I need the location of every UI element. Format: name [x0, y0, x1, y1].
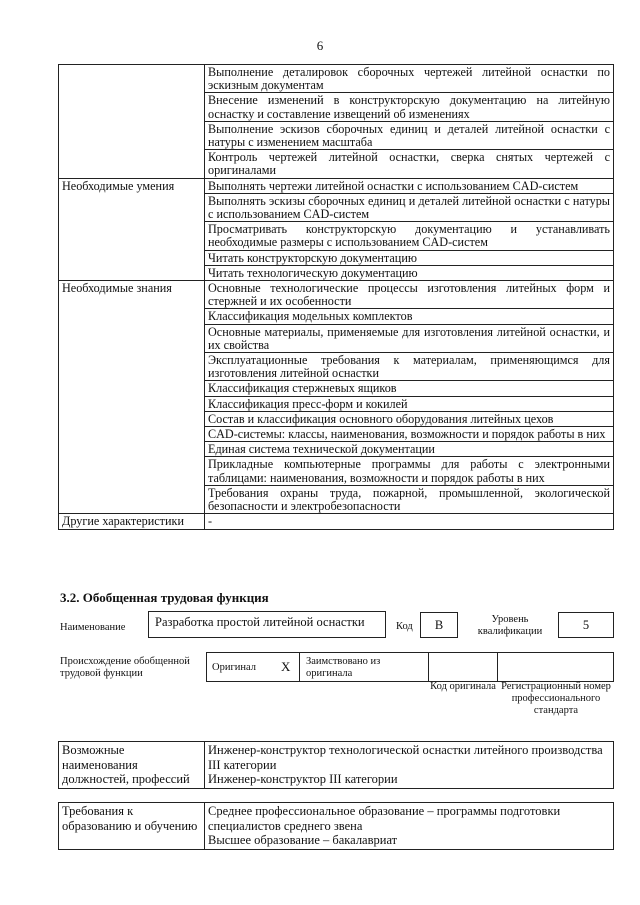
row-value: Внесение изменений в конструкторскую документацию на литейную оснастку и составление извещений об изменениях	[205, 93, 614, 121]
borrowed-cell	[299, 652, 429, 682]
table-row	[59, 514, 614, 529]
name-value: Разработка простой литейной оснастки	[148, 611, 386, 638]
positions-value: Инженер-конструктор III категории	[208, 772, 398, 786]
row-value: Контроль чертежей литейной оснастки, сверка снятых чертежей с оригиналами	[205, 150, 614, 178]
positions-table	[58, 741, 614, 789]
positions-label: Возможные наименования должностей, профессий	[59, 742, 205, 789]
row-value: Классификация модельных комплектов	[205, 309, 614, 324]
row-value: Единая система технической документации	[205, 442, 614, 457]
row-value: Эксплуатационные требования к материалам, применяющимся для изготовления литейной оснастки	[205, 353, 614, 381]
row-value: Выполнение деталировок сборочных чертежей литейной оснастки по эскизным документам	[205, 65, 614, 93]
reg-number-caption: Регистрационный номер профессионального стандарта	[501, 681, 611, 716]
competencies-table	[58, 64, 614, 530]
row-value: Выполнять чертежи литейной оснастки с использованием CAD-систем	[205, 178, 614, 193]
code-value: B	[420, 612, 458, 638]
level-value: 5	[558, 612, 614, 638]
row-value: Прикладные компьютерные программы для работы с электронными таблицами: наименования, возможности и порядок работы в них	[205, 457, 614, 485]
original-cell	[206, 652, 300, 682]
row-value: Читать конструкторскую документацию	[205, 250, 614, 265]
row-label: Другие характеристики	[59, 514, 205, 529]
table-row	[59, 65, 614, 93]
positions-value: Инженер-конструктор технологической оснастки литейного производства III категории	[208, 743, 603, 772]
table-row	[59, 178, 614, 193]
name-label: Наименование	[60, 622, 126, 633]
level-label: Уровень квалификации	[477, 614, 543, 637]
code-original-cell	[428, 652, 498, 682]
original-mark: X	[281, 659, 291, 674]
section-title: 3.2. Обобщенная трудовая функция	[60, 590, 269, 605]
table-row	[59, 281, 614, 309]
education-value: Среднее профессиональное образование – программы подготовки специалистов среднего звена	[208, 804, 561, 833]
row-value: Основные технологические процессы изготовления литейных форм и стержней и их особенности	[205, 281, 614, 309]
row-label: Необходимые умения	[59, 178, 205, 280]
reg-number-cell	[497, 652, 614, 682]
row-label	[59, 65, 205, 179]
row-value: Просматривать конструкторскую документацию и устанавливать необходимые размеры с использованием CAD-систем	[205, 222, 614, 250]
code-label: Код	[396, 621, 413, 632]
code-original-caption: Код оригинала	[430, 681, 496, 692]
borrowed-label: Заимствовано из оригинала	[306, 656, 381, 679]
row-label: Необходимые знания	[59, 281, 205, 514]
row-value: Выполнение эскизов сборочных единиц и деталей литейной оснастки с натуры с изменением масштаба	[205, 121, 614, 149]
education-values	[205, 803, 614, 850]
row-value: Требования охраны труда, пожарной, промышленной, экологической безопасности и электробезопасности	[205, 485, 614, 513]
education-label: Требования к образованию и обучению	[59, 803, 205, 850]
row-value: Состав и классификация основного оборудования литейных цехов	[205, 411, 614, 426]
row-value: Классификация стержневых ящиков	[205, 381, 614, 396]
row-value: -	[205, 514, 614, 529]
row-value: Выполнять эскизы сборочных единиц и деталей литейной оснастки с натуры с использованием CAD-систем	[205, 193, 614, 221]
row-value: Читать технологическую документацию	[205, 265, 614, 280]
education-table	[58, 802, 614, 850]
origin-label: Происхождение обобщенной трудовой функции	[60, 656, 190, 679]
original-label: Оригинал	[212, 662, 256, 673]
row-value: Классификация пресс-форм и кокилей	[205, 396, 614, 411]
row-value: CAD-системы: классы, наименования, возможности и порядок работы в них	[205, 427, 614, 442]
row-value: Основные материалы, применяемые для изготовления литейной оснастки, и их свойства	[205, 324, 614, 352]
education-value: Высшее образование – бакалавриат	[208, 833, 398, 847]
positions-values	[205, 742, 614, 789]
page-number: 6	[316, 38, 324, 53]
